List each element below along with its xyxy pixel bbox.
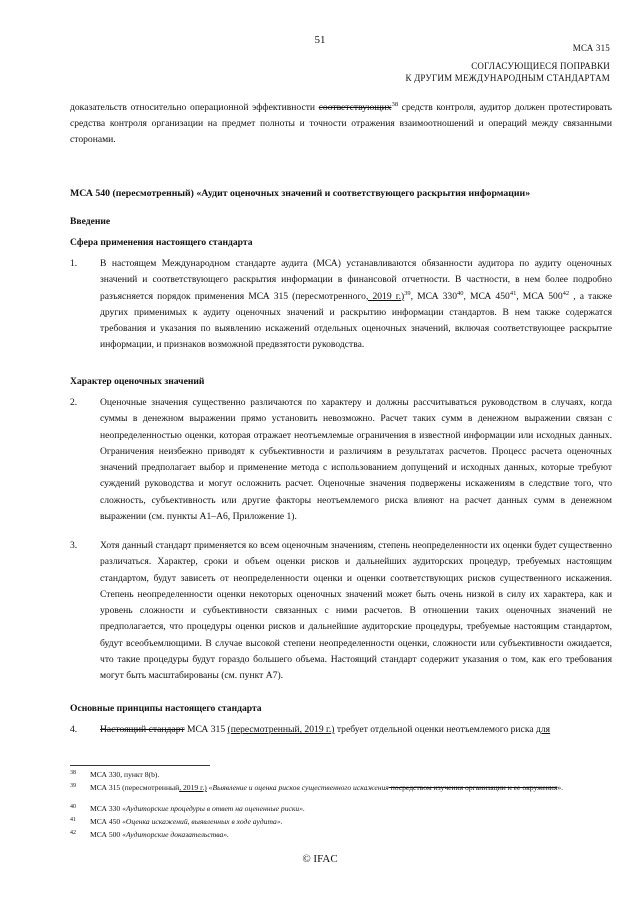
footnote-ref: 40 — [457, 289, 464, 297]
deleted-text: Настоящий стандарт — [100, 724, 185, 735]
paragraph-number: 2. — [70, 397, 78, 408]
heading-principles: Основные принципы настоящего стандарта — [70, 703, 262, 714]
footnote-39: 39 МСА 315 (пересмотренный, 2019 г.) «Выявление и оценка рисков существенного искажения посредством изучения организации и ее окружения». — [70, 783, 564, 792]
header-title-line1: СОГЛАСУЮЩИЕСЯ ПОПРАВКИ — [471, 61, 610, 71]
footnote-ref: 38 — [391, 100, 399, 108]
paragraph-4: 4. Настоящий стандарт МСА 315 (пересмотренный, 2019 г.) требует отдельной оценки неотъемлемого риска для — [70, 722, 612, 738]
paragraph-number: 3. — [70, 540, 78, 551]
inserted-text: , 2019 г.) — [365, 290, 405, 302]
inserted-text: для — [536, 724, 551, 735]
heading-scope: Сфера применения настоящего стандарта — [70, 237, 253, 248]
paragraph-number: 4. — [70, 724, 78, 735]
intro-paragraph: доказательств относительно операционной эффективности соответствующих$^{38}$ средств контроля, аудитор должен протестировать средства контроля организации на предмет полноты и точности отражения взаимоотношений и операций между связанными сторонами. — [70, 100, 613, 146]
section-title: МСА 540 (пересмотренный) «Аудит оценочных значений и соответствующего раскрытия информации» — [70, 188, 531, 199]
footnote-divider — [70, 765, 210, 766]
header-title-line2: К ДРУГИМ МЕЖДУНАРОДНЫМ СТАНДАРТАМ — [405, 73, 610, 83]
heading-nature: Характер оценочных значений — [70, 376, 205, 387]
paragraph-3: 3. Хотя данный стандарт применяется ко всем оценочным значениям, степень неопределенности их оценки будет существенно различаться. Характер, сроки и объем оценки рисков и дальнейших аудиторских процедур, требуемых настоящим стандартом, будут зависеть от неопределенности оценки и оценки соответствующих рисков существенного искажения. Степень неопределенности оценки некоторых оценочных значений может быть очень низкой в силу их характера, как и уровень сложности и субъективности связанных с ними расчетов. В отношении таких оценочных значений не предполагается, что процедуры оценки рисков и дальнейшие аудиторские процедуры, требуемые настоящим стандартом, будут всеобъемлющими. В случае высокой степени неопределенности оценки, сложности или субъективности ожидается, что такие процедуры будут гораздо большего объема. Настоящий стандарт содержит указания о том, как его требования могут быть масштабированы (см. пункт А7). — [70, 540, 612, 682]
footnote-40: 40 МСА 330 «Аудиторские процедуры в ответ на оцененные риски». — [70, 804, 305, 813]
footnote-41: 41 МСА 450 «Оценка искажений, выявленных в ходе аудита». — [70, 817, 283, 826]
footnote-42: 42 МСА 500 «Аудиторские доказательства». — [70, 830, 229, 839]
inserted-text: (пересмотренный, 2019 г.) — [227, 724, 335, 735]
heading-introduction: Введение — [70, 216, 111, 227]
paragraph-number: 1. — [70, 258, 78, 269]
page-number: 51 — [314, 34, 326, 46]
footnote-38: 38 МСА 330, пункт 8(b). — [70, 770, 160, 779]
footnote-ref: 41 — [509, 289, 517, 297]
footnote-ref: 39 — [404, 289, 411, 297]
paragraph-1: 1. В настоящем Международном стандарте аудита (МСА) устанавливаются обязанности аудитора по аудиту оценочных значений и соответствующего раскрытия информации в финансовой отчетности. В частности, в нем более подробно разъясняется порядок применения МСА 315 (пересмотренного, 2019 г.)$^{39}$, МСА $330^{40}$, МСА $450^{41}$, МСА $500^{42}$ , а также других применимых к аудиту оценочных значений и раскрытию информации стандартов. В нем также содержатся требования и указания по выявлению искажений отдельных оценочных значений, включая соответствующее раскрытие информации, и признаков возможной предвзятости руководства. — [70, 258, 613, 351]
header-standard: МСА 315 — [572, 43, 610, 53]
paragraph-2: 2. Оценочные значения существенно различаются по характеру и должны рассчитываться руководством в случаях, когда суммы в денежном выражении прямо установить невозможно. Расчет таких сумм в денежном выражении связан с неопределенностью оценки, которая отражает неотъемлемые ограничения в известной информации или исходных данных. Ограничения неизбежно приводят к субъективности и различиям в результатах расчетов. Процесс расчета оценочных значений предполагает выбор и применение метода с использованием допущений и исходных данных, которые требуют суждений руководства и могут осложнить расчет. Оценочные значения подвержены искажениям в следствие того, что сложность, субъективность или другие факторы неотъемлемого риска влияют на расчет данных сумм в денежном выражении (см. пункты А1–А6, Приложение 1). — [70, 397, 612, 523]
deleted-text: соответствующих — [318, 102, 392, 113]
copyright-footer: © IFAC — [302, 853, 338, 865]
footnote-ref: 42 — [562, 289, 570, 297]
